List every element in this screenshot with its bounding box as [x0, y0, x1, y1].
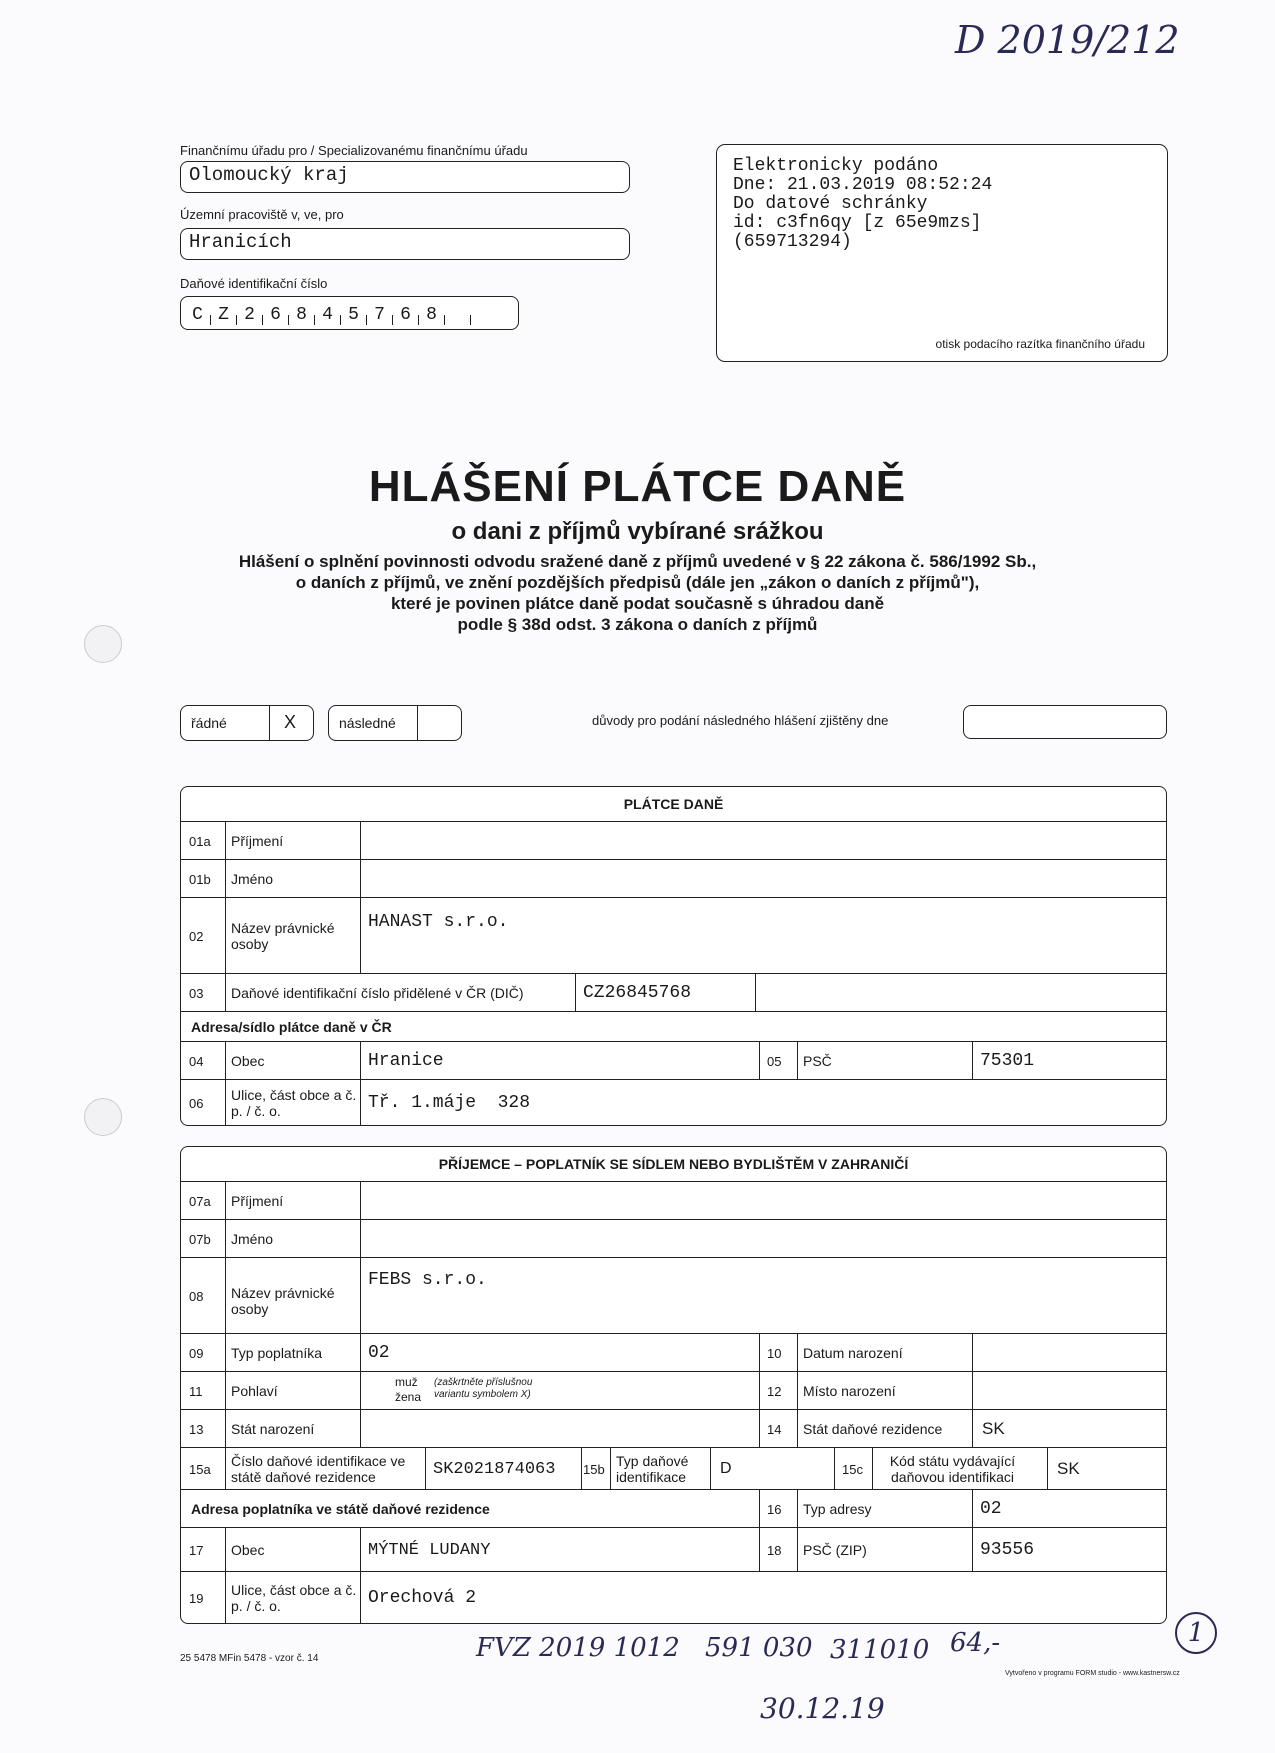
regular-filing-checkbox[interactable]: X [283, 712, 296, 732]
row-number: 15a [189, 1461, 211, 1477]
tin-char-cell: 6 [393, 315, 419, 325]
row-number: 07a [189, 1193, 211, 1209]
form-subtitle: o dani z příjmů vybírané srážkou [451, 518, 824, 545]
row-11 [181, 1371, 1166, 1410]
recipient-name-field[interactable] [360, 1220, 1166, 1258]
row-08 [181, 1257, 1166, 1334]
gender-female-option[interactable]: žena [395, 1390, 422, 1404]
row-07a [181, 1181, 1166, 1220]
description-line: podle § 38d odst. 3 zákona o daních z příjmů [457, 615, 818, 634]
row-01b [181, 859, 1166, 898]
address-type-field[interactable]: 02 [980, 1499, 1002, 1519]
birth-country-label: Stát narození [231, 1421, 315, 1437]
payer-city-field[interactable]: Hranice [368, 1051, 444, 1071]
stamp-caption: otisk podacího razítka finančního úřadu [935, 337, 1145, 351]
birth-place-label: Místo narození [803, 1383, 896, 1399]
row-number: 08 [189, 1288, 204, 1304]
row-number: 01a [189, 833, 211, 849]
row-04 [181, 1041, 1166, 1080]
zip-label: PSČ [803, 1053, 832, 1069]
tin-char-cell: 5 [341, 315, 367, 325]
payer-name-field[interactable] [360, 860, 1166, 898]
row-19 [181, 1571, 1166, 1624]
recipient-header: PŘÍJEMCE – POPLATNÍK SE SÍDLEM NEBO BYDLIŠTĚM V ZAHRANIČÍ [438, 1156, 909, 1172]
row-number: 19 [189, 1590, 204, 1606]
row-number: 11 [189, 1383, 203, 1399]
office-label: Finančnímu úřadu pro / Specializovanému finančnímu úřadu [180, 143, 528, 158]
row-number: 18 [767, 1542, 782, 1558]
tax-residence-field[interactable]: SK [982, 1419, 1005, 1438]
row-number: 01b [189, 871, 211, 887]
gender-options [360, 1372, 759, 1410]
row-number: 15c [842, 1461, 863, 1477]
handwritten-signature-date: 30.12.19 [760, 1692, 885, 1725]
surname-label: Příjmení [231, 1193, 284, 1209]
payer-header: PLÁTCE DANĚ [623, 796, 724, 812]
row-number: 16 [767, 1501, 782, 1517]
handwritten-number: 311010 [830, 1635, 930, 1665]
row-number: 06 [189, 1095, 204, 1111]
payer-address-header: Adresa/sídlo plátce daně v ČR [191, 1019, 392, 1035]
tin-char-cell [471, 315, 496, 325]
row-number: 10 [767, 1345, 782, 1361]
handwritten-amount: 64,- [950, 1628, 1001, 1658]
tin-char-cell: Z [211, 315, 237, 325]
regular-filing-label: řádné [191, 715, 227, 731]
street-label: Ulice, část obce a č. p. / č. o. [231, 1087, 357, 1119]
payer-street-field[interactable]: Tř. 1.máje 328 [368, 1093, 531, 1113]
handwritten-page-circle: 1 [1175, 1612, 1217, 1654]
legal-name-label: Název právnické osoby [231, 920, 335, 952]
handwritten-reference: D 2019/212 [955, 18, 1180, 62]
tin-country-label: Kód státu vydávající daňovou identifikaci [889, 1453, 1016, 1485]
tin-char-cell: C [185, 315, 211, 325]
reasons-date-field[interactable] [963, 705, 1167, 739]
gender-male-option[interactable]: muž [395, 1375, 418, 1389]
form-description [0, 551, 1275, 635]
row-number: 04 [189, 1053, 204, 1069]
surname-label: Příjmení [231, 833, 284, 849]
city-label: Obec [231, 1053, 265, 1069]
tin-type-label: Typ daňové identifikace [616, 1453, 689, 1485]
street-label: Ulice, část obce a č. p. / č. o. [231, 1582, 357, 1614]
handwritten-number: 591 030 [705, 1633, 813, 1663]
zip-label: PSČ (ZIP) [803, 1542, 867, 1558]
name-label: Jméno [231, 1231, 274, 1247]
recipient-city-field[interactable]: MÝTNÉ LUDANY [368, 1540, 491, 1560]
description-line: o daních z příjmů, ve znění pozdějších předpisů (dále jen „zákon o daních z příjmů"), [295, 573, 980, 592]
gender-label: Pohlaví [231, 1383, 278, 1399]
birth-date-field[interactable] [972, 1334, 1166, 1372]
stamp-line: Dne: 21.03.2019 08:52:24 [733, 175, 993, 195]
row-number: 09 [189, 1345, 204, 1361]
stamp-line: Elektronicky podáno [733, 156, 939, 176]
workplace-label: Územní pracoviště v, ve, pro [180, 207, 344, 222]
tin-char-cell: 2 [237, 315, 263, 325]
tin-type-field[interactable]: D [720, 1460, 732, 1477]
legal-name-label: Název právnické osoby [231, 1285, 335, 1317]
row-03 [181, 973, 1166, 1012]
taxpayer-type-field[interactable]: 02 [368, 1343, 390, 1363]
row-16 [181, 1489, 1166, 1528]
row-09 [181, 1333, 1166, 1372]
recipient-section [180, 1146, 1167, 1624]
stamp-line: (659713294) [733, 232, 852, 252]
row-number: 03 [189, 985, 204, 1001]
description-line: Hlášení o splnění povinnosti odvodu sražené daně z příjmů uvedené v § 22 zákona č. 586/1992 Sb., [238, 552, 1037, 571]
row-number: 13 [189, 1421, 204, 1437]
office-field[interactable]: Olomoucký kraj [180, 161, 630, 193]
row-number: 02 [189, 928, 204, 944]
tin-country-field[interactable]: SK [1057, 1459, 1080, 1478]
punch-hole [84, 1098, 122, 1136]
row-number: 17 [189, 1542, 204, 1558]
row-number: 12 [767, 1383, 782, 1399]
tin-abroad-field[interactable]: SK2021874063 [433, 1459, 556, 1479]
row-number: 07b [189, 1231, 211, 1247]
workplace-field[interactable]: Hranicích [180, 228, 630, 260]
row-number: 15b [583, 1461, 605, 1477]
form-title: HLÁŠENÍ PLÁTCE DANĚ [368, 462, 907, 511]
tin-char-cell: 8 [289, 315, 315, 325]
tin-char-cell: 4 [315, 315, 341, 325]
birth-place-field[interactable] [972, 1372, 1166, 1410]
description-line: které je povinen plátce daně podat současně s úhradou daně [390, 594, 885, 613]
tax-residence-label: Stát daňové rezidence [803, 1421, 943, 1437]
recipient-street-field[interactable]: Orechová 2 [368, 1588, 477, 1608]
form-code: 25 5478 MFin 5478 - vzor č. 14 [180, 1653, 319, 1664]
row-07b [181, 1219, 1166, 1258]
recipient-address-header: Adresa poplatníka ve státě daňové rezidence [191, 1501, 490, 1517]
stamp-line: id: c3fn6qy [z 65e9mzs] [733, 213, 982, 233]
payer-section [180, 786, 1167, 1126]
row-01a [181, 821, 1166, 860]
recipient-surname-field[interactable] [360, 1182, 1166, 1220]
address-type-label: Typ adresy [803, 1501, 872, 1517]
tin-field[interactable] [180, 296, 519, 330]
tin-char-cell [445, 315, 471, 325]
subsequent-filing-box [328, 705, 462, 741]
tin-char-cell: 6 [263, 315, 289, 325]
payer-dic-field[interactable]: CZ26845768 [583, 983, 692, 1003]
reasons-label: důvody pro podání následného hlášení zjištěny dne [592, 713, 889, 728]
name-label: Jméno [231, 871, 274, 887]
punch-hole [84, 625, 122, 663]
row-15 [181, 1447, 1166, 1490]
payer-surname-field[interactable] [360, 822, 1166, 860]
tin-abroad-label: Číslo daňové identifikace ve státě daňové rezidence [231, 1453, 406, 1485]
stamp-line: Do datové schránky [733, 194, 928, 214]
software-credit: Vytvořeno v programu FORM studio - www.kastnersw.cz [1005, 1670, 1180, 1677]
row-06 [181, 1079, 1166, 1126]
payer-zip-field[interactable]: 75301 [980, 1051, 1035, 1071]
row-17 [181, 1527, 1166, 1572]
row-number: 14 [767, 1421, 782, 1437]
taxpayer-type-label: Typ poplatníka [231, 1345, 323, 1361]
handwritten-code: FVZ 2019 1012 [476, 1633, 680, 1663]
birth-date-label: Datum narození [803, 1345, 903, 1361]
recipient-legal-name-field[interactable]: FEBS s.r.o. [368, 1270, 487, 1290]
row-13 [181, 1409, 1166, 1448]
stamp-box [716, 144, 1168, 362]
tin-char-cell: 8 [419, 315, 445, 325]
tin-label: Daňové identifikační číslo [180, 276, 328, 291]
stamp-text [733, 157, 992, 252]
birth-country-field[interactable] [360, 1410, 759, 1448]
gender-hint: (zaškrtněte příslušnou variantu symbolem X) [434, 1377, 533, 1400]
row-number: 05 [767, 1053, 782, 1069]
payer-legal-name-field[interactable]: HANAST s.r.o. [368, 912, 509, 932]
city-label: Obec [231, 1542, 265, 1558]
dic-label: Daňové identifikační číslo přidělené v ČR (DIČ) [231, 985, 524, 1001]
subsequent-filing-label: následné [339, 715, 396, 731]
payer-address-header-row [181, 1011, 1166, 1042]
row-02 [181, 897, 1166, 974]
recipient-zip-field[interactable]: 93556 [980, 1540, 1035, 1560]
tin-char-cell: 7 [367, 315, 393, 325]
regular-filing-box [180, 705, 314, 741]
